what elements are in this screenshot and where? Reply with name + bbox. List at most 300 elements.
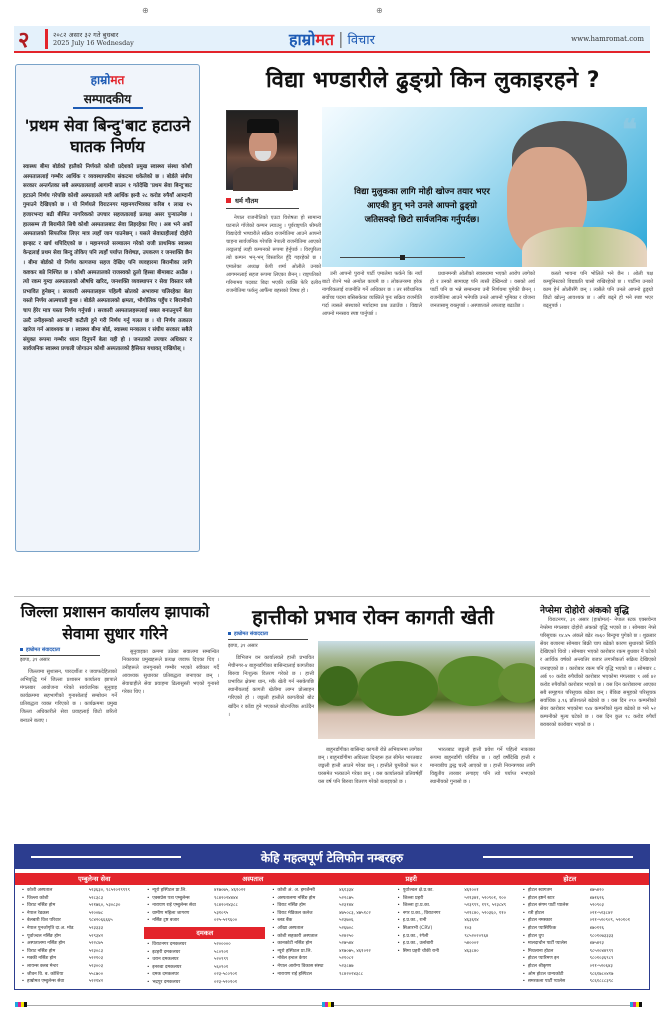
phone-entry bbox=[144, 895, 265, 903]
pull-quote-dot bbox=[400, 255, 405, 260]
phone-entry bbox=[395, 910, 516, 918]
bullet-icon: • bbox=[272, 933, 275, 939]
bullet-icon: • bbox=[272, 903, 275, 909]
phone-directory-title: केहि महत्वपूर्ण टेलिफोन नम्बरहरु bbox=[260, 850, 404, 865]
phone-entry-name: सिमा प्रहरी चौकी रानी bbox=[402, 948, 439, 954]
main-article-column bbox=[430, 270, 535, 310]
author-photo-body bbox=[233, 167, 293, 191]
phone-entry bbox=[395, 948, 516, 956]
phone-entry bbox=[269, 940, 390, 948]
phone-entry-number[interactable]: ५२३९९९, १९९, ५२३८४९ bbox=[464, 903, 507, 909]
bullet-icon: • bbox=[397, 910, 400, 916]
phone-entry-name: विराटनगर दमकलघर bbox=[152, 941, 187, 947]
main-article-column bbox=[322, 270, 422, 319]
phone-entry-number[interactable]: ४७५४२३ bbox=[589, 941, 604, 947]
bullet-icon: • bbox=[522, 956, 526, 962]
phone-entry-name: होटल धुप bbox=[527, 933, 544, 939]
right-article-column bbox=[540, 616, 656, 729]
hospital-list bbox=[269, 887, 394, 987]
phone-entry-name: विराट मेडिकल कलेज bbox=[277, 910, 313, 916]
author-divider bbox=[226, 208, 299, 209]
phone-entry-number[interactable]: ०२५-५२९६०० bbox=[213, 918, 238, 924]
phone-entry bbox=[19, 940, 140, 948]
phone-entry-number[interactable]: ४६१३३४ bbox=[339, 888, 354, 893]
photo-bush bbox=[498, 663, 535, 703]
phone-entry bbox=[395, 933, 516, 941]
bullet-icon: • bbox=[272, 910, 275, 916]
bullet-icon: • bbox=[21, 910, 25, 916]
bullet-icon: • bbox=[146, 964, 150, 970]
phone-entry-name: नारायण राई एम्बुलेन्स सेवा bbox=[152, 903, 196, 909]
phone-entry bbox=[269, 948, 390, 956]
bullet-icon: • bbox=[146, 941, 150, 947]
category-hospital: अस्पताल bbox=[242, 875, 264, 883]
editorial-brand-logo bbox=[23, 71, 192, 88]
website-link[interactable]: www.hamromat.com bbox=[571, 34, 644, 43]
phone-entry-name: जिल्ला ट्रा.प्र.का. bbox=[402, 903, 431, 909]
phone-entry-name: कोशी सहकारी अस्पताल bbox=[277, 933, 318, 939]
phone-entry-number[interactable]: ४१७०७५, ४६१०२२ bbox=[213, 888, 246, 893]
phone-entry bbox=[520, 910, 641, 918]
bullet-icon: • bbox=[272, 956, 275, 962]
bullet-icon: • bbox=[397, 925, 400, 931]
phone-entry-name: ग्रामीण महिला जागरण bbox=[152, 910, 190, 916]
phone-entry bbox=[144, 956, 265, 964]
phone-entry-name: विराट नर्सिङ होम bbox=[27, 903, 56, 909]
phone-entry-name: होटल नमस्कार bbox=[527, 918, 553, 924]
phone-entry-name: न्यूरो हस्पिटल प्रा.लि. bbox=[152, 888, 187, 893]
hotel-list bbox=[520, 887, 645, 987]
bullet-icon: • bbox=[522, 888, 526, 893]
editorial-box bbox=[15, 64, 200, 552]
phone-entry-number[interactable]: ४७५०८३, ४७५१८२ bbox=[339, 910, 371, 916]
phone-entry-number[interactable]: ०२३-५८०९०१ bbox=[213, 972, 238, 978]
photo-bush bbox=[358, 661, 438, 716]
phone-columns bbox=[15, 885, 649, 987]
brand-logo-part1: हाम्रो bbox=[289, 29, 316, 49]
phone-entry-name: जीवन वि. ब. कोशिया bbox=[27, 971, 64, 977]
paragraph: डिभिजन वन कार्यालयले हात्ती प्रभावित मेचीनगर-४ बाहुनडाँगीका बासिन्दालाई कागतीका बिरुवा निःशुल्क वितरण गरेको छ । हात्ती प्रभावित क्षेत्रमा धान, मकै खेती गर्न नसकेपछि स्थानीयलाई कागती खेतीमा लाग्न प्रोत्साहन गरिएको हो । जङ्गली हात्तीले कागतीको बोट खाँदैन र काँडा हुने भएकाले बोटनजिक आउँदैन । bbox=[228, 655, 314, 718]
left-article-byline: हाम्रोमत संवाददाता bbox=[20, 647, 100, 656]
phone-entry-number[interactable]: ५२३०८३ bbox=[88, 948, 104, 954]
brand-logo-part2: मत bbox=[315, 29, 335, 49]
phone-entry-number[interactable]: ५२७५४४ bbox=[339, 941, 354, 947]
phone-entry bbox=[269, 963, 390, 971]
phone-entry-number[interactable]: ९८६१८८८३९८ bbox=[589, 979, 614, 985]
phone-entry bbox=[19, 963, 140, 971]
phone-entry bbox=[19, 910, 140, 918]
bullet-icon: • bbox=[522, 925, 526, 931]
phone-entry-number[interactable]: ४६३८४० bbox=[464, 948, 479, 954]
quote-icon: ❝ bbox=[621, 113, 637, 146]
bullet-icon: • bbox=[272, 918, 275, 924]
bullet-icon: • bbox=[272, 888, 275, 893]
phone-entry-number[interactable]: ५२३१४४ bbox=[339, 903, 354, 909]
bullet-icon: • bbox=[21, 895, 25, 901]
phone-entry-number[interactable]: ५२३७०६ bbox=[339, 918, 354, 924]
bullet-icon: • bbox=[146, 903, 150, 909]
phone-entry-number[interactable]: ५२००७८ bbox=[88, 910, 104, 916]
category-fire: दमकल bbox=[144, 927, 265, 939]
bullet-icon: • bbox=[397, 941, 400, 947]
phone-entry-number[interactable]: ५२२८७५ bbox=[88, 941, 104, 947]
phone-entry-name: पूर्वाञ्चल नर्सिङ होम bbox=[27, 933, 61, 939]
phone-entry-name: अस्पतालमा नर्सिङ होम bbox=[27, 941, 65, 947]
color-bar bbox=[322, 1002, 334, 1007]
phone-entry-name: जिल्ला कोशी bbox=[27, 895, 49, 901]
bullet-icon: • bbox=[397, 888, 400, 893]
phone-entry bbox=[520, 895, 641, 903]
lemon-farm-photo bbox=[318, 641, 535, 739]
phone-entry-name: होटल प्यासिफिक bbox=[527, 925, 557, 931]
phone-entry bbox=[520, 887, 641, 895]
phone-directory bbox=[14, 844, 650, 990]
phone-entry-name: ब्लड बैंक bbox=[277, 918, 293, 924]
phone-entry bbox=[520, 971, 641, 979]
paragraph: सुनुवाइका क्रममा उठेका सवालमा सम्बन्धित निकायका प्रमुखहरूले प्रत्यक्ष जवाफ दिएका थिए । उनीहरूले जनगुनासो गम्भीर भएको स्वीकार गर्दै आवश्यक सुधारका प्रतिबद्धता जनाएका छन् । सेवाग्राहीले सेवा प्रवाहमा ढिलासुस्ती भएको गुनासो गरेका थिए । bbox=[122, 649, 219, 696]
phone-entry bbox=[395, 917, 516, 925]
phone-entry bbox=[269, 887, 390, 895]
author-photo-cap bbox=[247, 119, 279, 133]
phone-entry-number[interactable]: ९८६१७८०४१७ bbox=[589, 971, 614, 977]
bullet-icon: • bbox=[522, 941, 526, 947]
ambulance-list bbox=[19, 887, 144, 987]
phone-entry-number[interactable]: ४६३६१४ bbox=[464, 918, 479, 924]
phone-entry-number[interactable]: ४७५४२० bbox=[589, 888, 604, 893]
fire-list bbox=[144, 941, 265, 987]
phone-entry-number[interactable]: ५२०९०३ bbox=[589, 903, 604, 909]
phone-entry-number[interactable]: ०२१-५२०६४३ bbox=[589, 963, 613, 969]
phone-entry-name: लायन्स क्लब मेन्टर bbox=[27, 963, 59, 969]
bullet-icon: • bbox=[21, 933, 25, 939]
phone-entry bbox=[19, 978, 140, 986]
left-article-column bbox=[20, 668, 117, 725]
phone-entry bbox=[19, 955, 140, 963]
bullet-icon: • bbox=[522, 979, 526, 985]
phone-entry-number[interactable]: ४६१००१ bbox=[464, 888, 479, 893]
bullet-icon: • bbox=[397, 903, 400, 909]
category-hotel: होटल bbox=[563, 875, 577, 883]
phone-entry-name: नारायण राई हस्पिटल bbox=[277, 971, 312, 977]
ambulance-cont-list bbox=[144, 887, 265, 925]
phone-entry-number[interactable]: ५२९३४२ bbox=[88, 933, 104, 939]
bullet-icon: • bbox=[146, 888, 150, 893]
phone-entry-number[interactable]: ५२२१०३ bbox=[88, 956, 104, 962]
phone-entry bbox=[395, 902, 516, 910]
phone-entry bbox=[144, 887, 265, 895]
phone-entry-number[interactable]: ५२०९९९ bbox=[213, 957, 229, 963]
editorial-brand-part2: मत bbox=[110, 73, 125, 87]
phone-entry-number[interactable]: ५२१७६०, ५३०८३० bbox=[88, 903, 121, 909]
middle-article-byline: हाम्रोमत संवाददाता bbox=[228, 631, 308, 640]
phone-entry bbox=[19, 895, 140, 903]
paragraph: नेपाल राजनीतिको एउटा विशेषता हो सामान्य घटनाले गाँजेको कम्पन ल्याउनु । पूर्वराष्ट्रपति श्रीमती विद्यादेवी भण्डारीले सक्रिय राजनीतिमा आउने आफ्नो चाहना सार्वजनिक गरेपछि नेपाली राजनीतिमा आएको तरङ्गलाई त्यही कम्पनको रूपमा हेर्नुपर्छ । विरपुरिला त्यो कम्पन भन्-भन् विस्तारित हुँदै गइरहेको छ । एमालेका अध्यक्ष केपी शर्मा ओलीले उनको आगमनलाई सहज रूपमा लिएका छैनन् । राष्ट्रपतिको गरिमामय पदबाट बिदा भएकी व्यक्ति फेरि दलीय राजनीतिमा फर्कनु आफैँमा बहसको विषय हो । bbox=[226, 215, 321, 294]
main-headline[interactable]: विद्या भण्डारीले ढुङ्ग्रो किन लुकाइरहने ? bbox=[265, 68, 601, 93]
phone-entry-number[interactable]: ९८४२०२४३८८ bbox=[213, 903, 238, 909]
bullet-icon: • bbox=[146, 972, 150, 978]
editorial-label: सम्पादकीय bbox=[73, 90, 143, 109]
brand-separator: | bbox=[338, 29, 344, 48]
bullet-icon: • bbox=[146, 957, 150, 963]
middle-article-column bbox=[228, 654, 314, 719]
phone-entry bbox=[19, 887, 140, 895]
phone-entry bbox=[144, 949, 265, 957]
middle-article-headline[interactable]: हात्तीको प्रभाव रोक्न कागती खेती bbox=[252, 605, 494, 629]
right-article-headline[interactable]: नेप्सेमा दोहोरो अंकको वृद्धि bbox=[540, 606, 629, 616]
author-name: धर्म गौतम bbox=[226, 196, 258, 205]
phone-categories bbox=[15, 873, 649, 885]
bullet-icon: • bbox=[272, 971, 275, 977]
phone-entry-number[interactable]: ९८४२०२४४४४ bbox=[213, 895, 238, 901]
phone-entry bbox=[144, 964, 265, 972]
phone-entry bbox=[269, 933, 390, 941]
bullet-icon: • bbox=[146, 918, 150, 924]
issue-date bbox=[53, 31, 134, 47]
paragraph: प्रधानमन्त्री ओलीको स्वास्थ्यमा भएको आरोप लागेको हो र उनको सामाग्रह पनि त्यस्तै देखिन्थ्यो । यसको अर्थ पार्टी पनि छ भन्ने सम्बन्धमा उनी निर्णयमा पुगेकी छैनन् । राजनीतिमा आउने भनेपछि उनले आफ्नो भूमिका र योजना जनतासामु राख्नुपर्छ । अस्पष्टताले अफवाह बढाउँछ । bbox=[430, 271, 535, 310]
phone-entry-name: इनरुवा दमकलघर bbox=[152, 964, 182, 970]
bullet-icon: • bbox=[21, 903, 25, 909]
main-article-column bbox=[543, 270, 653, 310]
phone-entry-number[interactable]: ५४०००२ bbox=[464, 941, 479, 947]
paragraph: भारतबाट जङ्गली हात्ती प्रवेश गर्ने पहिलो नाकाका रूपमा बाहुनडाँगी परिचित छ । यहाँ वर्षौंदेखि हात्ती र मानवबीच द्वन्द्व चल्दै आएको छ । हात्ती नियन्त्रणका लागि विद्युतीय तारबार लगाइए पनि त्यो पर्याप्त नभएको स्थानीयको गुनासो छ । bbox=[430, 747, 535, 786]
phone-entry-name: नेपाल पुनर्जागृति दा.अ. मोड bbox=[27, 925, 74, 931]
phone-entry bbox=[269, 971, 390, 979]
phone-entry-name: होटल संगम पार्टी प्यालेस bbox=[527, 903, 569, 909]
editorial-title: 'प्रथम सेवा बिन्दु'बाट हटाउने घातक निर्णय bbox=[24, 116, 191, 156]
phone-entry-name: नेपाल रेडक्रस bbox=[27, 910, 49, 916]
masthead bbox=[14, 26, 650, 53]
phone-entry bbox=[19, 933, 140, 941]
phone-entry-name: इ.प्र.का., उर्लाबारी bbox=[402, 941, 434, 947]
phone-entry-number[interactable]: ५२३६३०, ९८५२०२९९९९ bbox=[88, 888, 130, 893]
bullet-icon: • bbox=[21, 963, 25, 969]
bullet-icon: • bbox=[272, 963, 275, 969]
police-list bbox=[395, 887, 520, 987]
phone-entry bbox=[19, 917, 140, 925]
phone-entry bbox=[144, 902, 265, 910]
phone-entry-name: बेलबारी विश परिवार bbox=[27, 918, 61, 924]
phone-entry-name: जिल्ला प्रहरी bbox=[402, 895, 424, 901]
page-number-divider bbox=[45, 29, 48, 49]
phone-entry-number[interactable]: ५८०९०१ bbox=[213, 949, 229, 955]
phone-entry-number[interactable]: ५२१८४०, ५२०३६०, ११० bbox=[464, 910, 507, 916]
phone-entry bbox=[520, 902, 641, 910]
phone-entry-name: कोशी अस्पताल bbox=[27, 888, 53, 893]
phone-entry bbox=[520, 940, 641, 948]
bullet-icon: • bbox=[21, 979, 25, 985]
color-bar bbox=[630, 1002, 642, 1007]
bullet-icon: • bbox=[146, 895, 150, 901]
phone-entry-name: हाम्रोमत एम्बुलेन्स सेवा bbox=[27, 979, 65, 985]
phone-entry-name: नोबेल इन्टल केयर bbox=[277, 956, 308, 962]
editorial-body: स्वास्थ्य बीमा बोर्डको हालैको निर्णयले कोशी प्रदेशको प्रमुख स्वास्थ्य संस्था कोशी अस्पताललाई गम्भीर आर्थिक र व्यवस्थापकीय संकटमा धकेलेको छ । बोर्डले संघीय सरकार अन्तर्गतका सबै अस्पताललाई आगामी साउन १ गतेदेखि 'प्रथम सेवा बिन्दु'बाट हटाउने निर्णय गरेपछि कोशी अस्पतालले मात्रै आर्थिक झन्डै २८ करोड रुपैयाँ आम्दानी गुमाउने देखिएको छ । यो निर्णयले विराटनगर महानगरभित्रका करिब १ लाख १५ हजारभन्दा बढी बीमित नागरिकको उपचार सहजतालाई प्रत्यक्ष असर पुर्‍याउनेछ । हालसम्म ती बिरामीले सिधै कोशी अस्पतालबाट सेवा लिइरहेका थिए । अब भने अर्को अस्पतालको सिफारिस लिएर मात्र त्यहाँ जान पाउनेछन् । यसले सेवाग्राहीलाई दोहोरो झन्झट र खर्च थपिदिएको छ । महानगरले सञ्चालन गरेको राजी प्राथमिक स्वास्थ्य केन्द्रलाई प्रथम सेवा बिन्दु तोकिए पनि त्यहाँ पर्याप्त विशेषज्ञ, उपकरण र जनशक्ति छैन । बीमा बोर्डको यो निर्णय कागजमा सहज देखिए पनि व्यवहारमा बिरामीका लागि कष्टकर बन्ने निश्चित छ । कोशी अस्पतालको राजस्वको ठूलो हिस्सा बीमाबाट आउँछ । त्यो रकम गुम्दा अस्पतालको औषधि खरिद, जनशक्ति व्यवस्थापन र सेवा विस्तार सबै प्रभावित हुनेछन् । सरकारी अस्पतालहरू पहिल्यै स्रोतको अभावमा चलिरहेका बेला यस्तो निर्णय आत्मघाती हुन्छ । बोर्डले अस्पतालको क्षमता, भौगोलिक पहुँच र बिरामीको चाप हेरेर मात्र यस्ता निर्णय गर्नुपर्छ । सरकारी अस्पतालहरूलाई सबल बनाउनुपर्ने बेला उल्टै उनीहरूको आम्दानी कटौती हुने गरी निर्णय गर्नु गलत छ । यो निर्णय तत्काल खारेज गर्न आवश्यक छ । स्वास्थ्य बीमा बोर्ड, स्वास्थ्य मन्त्रालय र संघीय सरकार सबैले संयुक्त रूपमा गम्भीर ध्यान दिनुपर्ने बेला यही हो । जनताको उपचार अधिकार र सार्वजनिक स्वास्थ्य प्रणाली जोगाउन कोशी अस्पतालको हैसियत यथावत् राखियोस् । bbox=[23, 164, 192, 353]
phone-entry-name: मक्की नर्सिङ होम bbox=[27, 956, 57, 962]
phone-entry-name: होटल श्रीकृष्ण bbox=[527, 963, 552, 969]
phone-entry-number[interactable]: ०२१-५२३८४२ bbox=[589, 910, 613, 916]
pull-quote: विद्या मुलुकका लागि मोही खोज्न तयार भएर आएकी हुन् भने उनले आफ्नो ढुङ्ग्रो जतिसक्दो छिटो सार्वजनिक गर्नुपर्दछ। bbox=[354, 187, 490, 225]
phone-entry-name: होटल प्यारिमण इन bbox=[527, 956, 559, 962]
phone-entry-number[interactable]: ४७०१२६ bbox=[589, 925, 604, 931]
phone-entry bbox=[19, 902, 140, 910]
phone-entry-number[interactable]: ४१७०७५, ४६१०२२ bbox=[339, 948, 371, 954]
phone-entry bbox=[520, 978, 641, 986]
date-nepali: २०८२ असार ३२ गते बुधबार bbox=[53, 30, 119, 39]
phone-entry-number[interactable]: ४७१६२६ bbox=[589, 895, 604, 901]
phone-entry-number[interactable]: ५३१०९५ bbox=[213, 910, 229, 916]
phone-entry-number[interactable]: ५२३३३३ bbox=[88, 925, 104, 931]
paragraph: कस्तो भावना पनि भोलिले भने छैन । ओली पक्ष कम्युनिस्टको विद्याप्रति चासो राखिरहेको छ । पार्टीमा उनको काम हेर्न ओलीसँगै छन् । त्यसैले पनि उनले आफ्नो ढुङ्ग्रो छिटो खोल्नु आवश्यक छ । अघि बढ्ने हो भने स्पष्ट भएर बढ्नुपर्छ । bbox=[543, 271, 653, 310]
photo-bush bbox=[318, 666, 358, 706]
phone-entry-name: समरकला पार्टी प्यालेस bbox=[527, 979, 566, 985]
phone-entry bbox=[520, 925, 641, 933]
phone-entry bbox=[269, 895, 390, 903]
bullet-icon: • bbox=[522, 933, 526, 939]
phone-entry-name: सिआरभी (CRV) bbox=[402, 925, 433, 931]
header-rule bbox=[483, 856, 633, 858]
middle-article-column bbox=[318, 746, 422, 786]
bullet-icon: • bbox=[522, 971, 526, 977]
phone-entry bbox=[395, 887, 516, 895]
bullet-icon: • bbox=[397, 948, 400, 954]
phone-entry-name: न्यूरो हस्पिटल प्रा.लि. bbox=[277, 948, 312, 954]
phone-entry-number[interactable]: ९८४२०६६६६५ bbox=[88, 918, 113, 924]
phone-entry bbox=[144, 917, 265, 925]
paragraph: बाहुनडाँगीका बासिन्दा कागती रोप्ने अभियानमा लागेका छन् । बाहुनडाँगीमा अघिल्ला दिनहरू हल सीमेत भारतबाट जङ्गली हात्ती आउने गरेका छन् । हात्तीले घुम्तीको फल र घरसमेत भत्काउने गरेका छन् । यस कार्यालयले प्रतिवर्षझैँ यस वर्ष पनि बिरुवा वितरण गरेको बताइएको छ । bbox=[318, 747, 422, 786]
phone-entry-number[interactable]: ५५८७०० bbox=[88, 971, 104, 977]
main-article-column bbox=[226, 214, 321, 295]
section-name: विचार bbox=[347, 32, 375, 48]
phone-entry bbox=[144, 971, 265, 979]
phone-entry-name: होटल स्वागतम bbox=[527, 888, 552, 893]
paragraph: विराटनगर, ३१ असार (हाम्रोमत)- नेपाल स्टक एक्सचेन्ज नेप्सेमा मंगलबार दोहोरो अंकको वृद्धि भएको छ । सोमबार नेप्से परिसूचक १४.४५ अंकले बढेर २७६० बिन्दुमा पुगेको छ । शुक्रबार सेयर बजारमा सोमबार बिक्री चाप बढेको कारण सुधारको स्थिति देखिएको थियो । सोमबार भएको कारोबार रकम बुधबार नै घटेको र आर्थिक वर्षको अन्त्यतिर बजार लगानीकर्ता सक्रिय देखिएको जनाइएको छ । कारोबार रकम पनि वृद्धि भएको छ । सोमबार ८ अर्ब १० करोड रुपैयाँको कारोबार भएकोमा मंगलबार ९ अर्ब ४२ करोड रुपैयाँको कारोबार भएको छ । यस दिन कारोबारमा आएका सबै समूहगत परिसूचक बढेका छन् । बैंकिङ समूहको परिसूचक सर्वाधिक ३.९६ प्रतिशतले बढेको छ । यस दिन २९० कम्पनीको सेयर कारोबार भएकोमा १४४ कम्पनीको मूल्य बढेको छ भने ५२ कम्पनीको मूल्य घटेको छ । यस दिन कुल १८ करोड रुपैयाँ बराबरको कारोबार भएको छ । bbox=[540, 617, 656, 729]
section-divider bbox=[14, 596, 650, 597]
category-police: प्रहरी bbox=[405, 875, 417, 883]
bullet-icon: • bbox=[21, 918, 25, 924]
color-bar bbox=[15, 1002, 27, 1007]
phone-entry-number[interactable]: ५२२८७५ bbox=[339, 895, 354, 901]
bullet-icon: • bbox=[21, 948, 25, 954]
phone-entry-name: नर्सिङ ट्रष्ट बजार bbox=[152, 918, 179, 924]
phone-entry-name: धरान दमकलघर bbox=[152, 957, 179, 963]
editorial-brand-part1: हाम्रो bbox=[90, 73, 111, 87]
brand-logo[interactable] bbox=[289, 28, 375, 50]
phone-entry bbox=[19, 971, 140, 979]
bullet-icon: • bbox=[522, 903, 526, 909]
phone-entry-name: मालदाचौन पार्टी प्यालेस bbox=[527, 941, 567, 947]
middle-article-dateline: झापा, ३१ असार bbox=[228, 643, 258, 649]
phone-entry-number[interactable]: ०२१-५२०९०९, ५२०१०१ bbox=[589, 918, 630, 924]
phone-entry-number[interactable]: ०२३-५२०१०१ bbox=[213, 979, 238, 985]
phone-entry-number[interactable]: ५६०९०१ bbox=[213, 964, 229, 970]
phone-directory-header bbox=[15, 845, 649, 869]
phone-entry bbox=[520, 955, 641, 963]
bullet-icon: • bbox=[522, 963, 526, 969]
phone-entry-number[interactable]: ९८५२०२०९६४ bbox=[464, 933, 489, 939]
bullet-icon: • bbox=[397, 918, 400, 924]
phone-entry-number[interactable]: ९८०१०७३३३३ bbox=[589, 933, 614, 939]
bullet-icon: • bbox=[272, 925, 275, 931]
phone-entry bbox=[269, 902, 390, 910]
phone-entry-number[interactable]: ५२३००३ bbox=[88, 963, 104, 969]
phone-entry bbox=[19, 925, 140, 933]
phone-entry bbox=[520, 948, 641, 956]
phone-entry-number[interactable]: ५२२१४२ bbox=[88, 979, 104, 985]
paragraph: उनी आफ्नो पुरानो पार्टी एमालेमा फर्कने कि नयाँ बाटो रोज्ने भन्ने अन्योल कायमै छ । लोकतन्त्रमा हरेक नागरिकलाई राजनीति गर्ने अधिकार छ । तर संवैधानिक सर्वोच्च पदमा बसिसकेका व्यक्तिले पुनः सक्रिय राजनीति गर्दा त्यसले संस्थाको मर्यादामा प्रश्न उठाउँछ । विद्याले आफ्नो मनसाय स्पष्ट पार्नुपर्छ । bbox=[322, 271, 422, 318]
bullet-icon: • bbox=[272, 895, 275, 901]
phone-entry bbox=[395, 925, 516, 933]
phone-entry bbox=[269, 910, 390, 918]
phone-entry-name: नेपाल आरोग्य विकास संस्था bbox=[277, 963, 324, 969]
left-article-column bbox=[122, 648, 219, 697]
phone-entry-number[interactable]: ५२००००० bbox=[213, 941, 231, 947]
phone-entry-name: आँखा अस्पताल bbox=[277, 925, 304, 931]
phone-entry-name: कानकोटी नर्सिङ होम bbox=[277, 941, 312, 947]
bullet-icon: • bbox=[397, 895, 400, 901]
registration-mark: ⊕ bbox=[142, 6, 149, 15]
page-number: २ bbox=[18, 27, 30, 53]
bullet-icon: • bbox=[21, 956, 25, 962]
left-article-dateline: झापा, ३१ असार bbox=[20, 657, 50, 663]
phone-entry-number[interactable]: ९८४२०२४३८८ bbox=[339, 971, 364, 977]
bullet-icon: • bbox=[146, 979, 150, 985]
phone-entry-name: पूर्वाञ्चल क्षे.प्र.का. bbox=[402, 888, 434, 893]
bullet-icon: • bbox=[522, 910, 526, 916]
hero-portrait-scarf bbox=[522, 227, 647, 267]
phone-entry-number[interactable]: ५२३८७७ bbox=[339, 963, 354, 969]
bullet-icon: • bbox=[522, 948, 526, 954]
phone-entry-name: अस्पतालमा नर्सिङ होम bbox=[277, 895, 316, 901]
bullet-icon: • bbox=[146, 910, 150, 916]
phone-entry-name: विराट नर्सिङ होम bbox=[277, 903, 306, 909]
phone-entry-number[interactable]: १०३ bbox=[464, 925, 472, 931]
phone-entry-name: होटल इष्टर्न स्टार bbox=[527, 895, 555, 901]
phone-entry-number[interactable]: ५२१३४१, ५२०९०१, १०० bbox=[464, 895, 507, 901]
bullet-icon: • bbox=[272, 948, 275, 954]
phone-entry bbox=[520, 963, 641, 971]
phone-entry-name: इ.प्र.का., रानी bbox=[402, 918, 427, 924]
paragraph: जिल्लामा सुशासन, पारदर्शीता र जवाफदेहिताको अभिवृद्धि गर्न जिल्ला प्रशासन कार्यालय झापाले मंगलबार आयोजना गरेको सार्वजनिक सुनुवाइ कार्यक्रममा सहभागीको गुनासोलाई सम्बोधन गर्ने प्रतिबद्धता व्यक्त गरिएको छ । कार्यक्रममा प्रमुख जिल्ला अधिकारीले सेवा प्रवाहलाई छिटो छरितो बनाउने बताए । bbox=[20, 669, 117, 724]
bullet-icon: • bbox=[522, 895, 526, 901]
registration-mark: ⊕ bbox=[376, 6, 383, 15]
left-article-headline[interactable]: जिल्ला प्रशासन कार्यालय झापाको सेवामा सुधार गरिने bbox=[20, 603, 210, 643]
phone-entry bbox=[269, 955, 390, 963]
phone-entry-number[interactable]: ५२४२५० bbox=[339, 933, 354, 939]
hero-image bbox=[322, 107, 647, 267]
phone-entry bbox=[144, 941, 265, 949]
phone-entry-number[interactable]: ५२१०८२ bbox=[339, 956, 354, 962]
phone-entry bbox=[395, 940, 516, 948]
phone-entry-name: विराट नर्सिङ होम bbox=[27, 948, 56, 954]
phone-entry-name: एक्सप्रेस पत्रा एम्बुलेन्स bbox=[152, 895, 190, 901]
phone-entry-number[interactable]: ९८०१०३६९८९ bbox=[589, 956, 614, 962]
phone-entry-number[interactable]: ९८५२०४४९९९ bbox=[589, 948, 614, 954]
phone-entry bbox=[395, 895, 516, 903]
bullet-icon: • bbox=[21, 941, 25, 947]
bullet-icon: • bbox=[522, 918, 526, 924]
bullet-icon: • bbox=[272, 941, 275, 947]
bullet-icon: • bbox=[397, 933, 400, 939]
category-ambulance: एम्बुलेन्स सेवा bbox=[78, 875, 111, 883]
phone-entry bbox=[19, 948, 140, 956]
phone-entry bbox=[269, 925, 390, 933]
phone-entry bbox=[269, 917, 390, 925]
phone-entry-name: मिथलाना होटल bbox=[527, 948, 554, 954]
middle-article-column bbox=[430, 746, 535, 786]
phone-entry-number[interactable]: ५२६७०८ bbox=[339, 925, 354, 931]
phone-entry-name: इ.प्र.का., रंगेली bbox=[402, 933, 429, 939]
bullet-icon: • bbox=[21, 925, 25, 931]
phone-entry-number[interactable]: ५२८३८३ bbox=[88, 895, 104, 901]
